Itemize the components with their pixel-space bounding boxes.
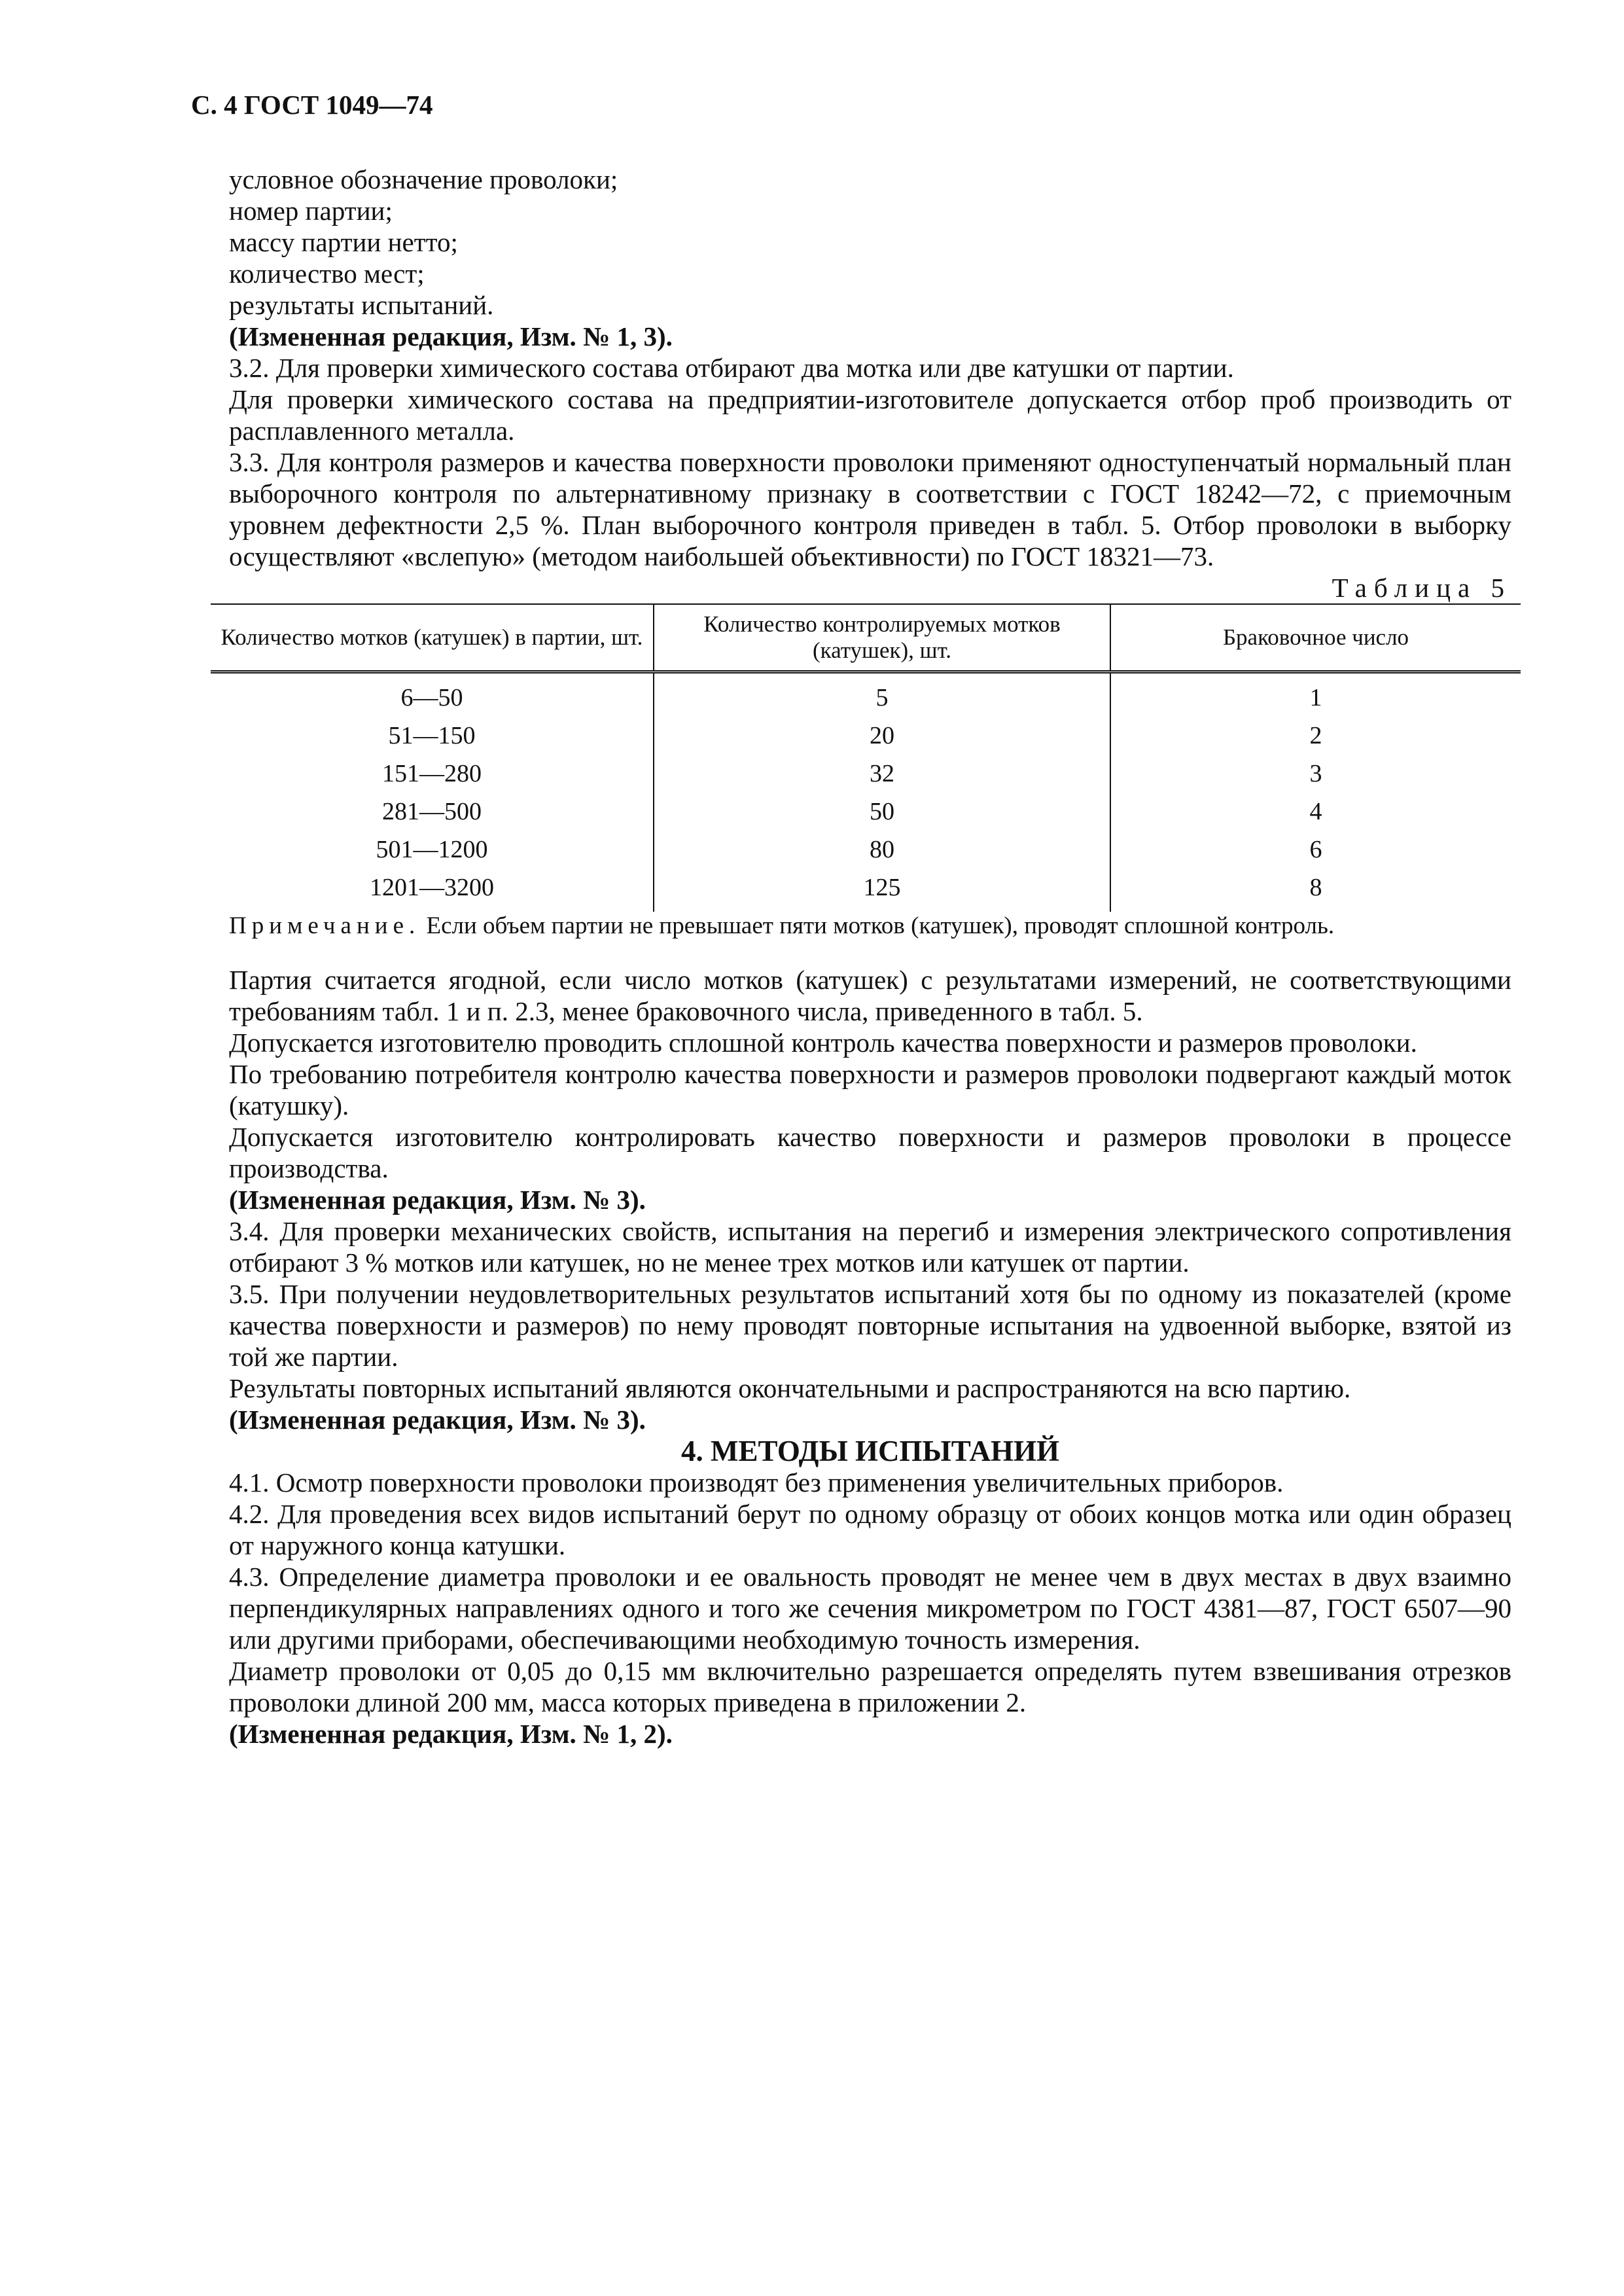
table-row <box>211 831 1521 869</box>
paragraph-repeat: Результаты повторных испытаний являются окончательными и распространяются на всю партию. <box>229 1373 1351 1403</box>
table-header-row <box>211 604 1521 672</box>
table-cell: 151—280 <box>382 760 482 787</box>
table-cell: 51—150 <box>388 722 476 749</box>
table-row <box>211 755 1521 793</box>
paragraph-allow-1: Допускается изготовителю проводить сплошной контроль качества поверхности и размеров проволоки. <box>229 1028 1417 1058</box>
table-caption: Таблица 5 <box>1332 573 1511 603</box>
document-body <box>221 164 1511 1749</box>
paragraph-party: Партия считается ягодной, если число мотков (катушек) с результатами измерений, не соответствующими требованиям табл. 1 и п. 2.3, менее браковочного числа, приведенного в табл. 5. <box>229 965 1511 1026</box>
table-cell: 1 <box>1110 672 1521 717</box>
table-cell: 6—50 <box>400 684 463 711</box>
table-cell: 50 <box>654 793 1110 831</box>
edition-note: (Измененная редакция, Изм. № 3). <box>229 1185 646 1215</box>
list-item: условное обозначение проволоки; <box>229 164 618 194</box>
column-header: Количество контролируемых мотков (катушек), шт. <box>654 604 1110 672</box>
edition-note: (Измененная редакция, Изм. № 1, 2). <box>229 1719 673 1749</box>
paragraph-4-2: 4.2. Для проведения всех видов испытаний берут по одному образцу от обоих концов мотка или один образец от наружного конца катушки. <box>229 1499 1511 1560</box>
table-cell: 6 <box>1110 831 1521 869</box>
list-item: номер партии; <box>229 196 393 226</box>
column-header: Количество мотков (катушек) в партии, шт. <box>211 604 654 672</box>
paragraph-allow-2: Допускается изготовителю контролировать качество поверхности и размеров проволоки в процессе производства. <box>229 1122 1511 1183</box>
table-cell: 20 <box>654 717 1110 755</box>
table-cell: 281—500 <box>382 798 482 825</box>
table-cell: 3 <box>1110 755 1521 793</box>
sampling-table <box>211 603 1521 912</box>
paragraph-3-5: 3.5. При получении неудовлетворительных результатов испытаний хотя бы по одному из показателей (кроме качества поверхности и размеров) по нему проводят повторные испытания на удвоенной выборке, взятой из той же партии. <box>229 1279 1511 1372</box>
paragraph-3-4: 3.4. Для проверки механических свойств, испытания на перегиб и измерения электрического сопротивления отбирают 3 % мотков или катушек, но не менее трех мотков или катушек от партии. <box>229 1216 1511 1278</box>
table-cell: 4 <box>1110 793 1521 831</box>
paragraph-3-2: 3.2. Для проверки химического состава отбирают два мотка или две катушки от партии. <box>229 353 1234 383</box>
table-cell: 2 <box>1110 717 1521 755</box>
note-label: Примечание. <box>229 912 421 939</box>
page-header: С. 4 ГОСТ 1049—74 <box>191 90 433 120</box>
table-cell: 8 <box>1110 869 1521 912</box>
paragraph-3-3: 3.3. Для контроля размеров и качества поверхности проволоки применяют одноступенчатый нормальный план выборочного контроля по альтернативному признаку в соответствии с ГОСТ 18242—72, с приемочным уровнем дефектности 2,5 %. План выборочного контроля приведен в табл. 5. Отбор проволоки в выборку осуществляют «вслепую» (методом наибольшей объективности) по ГОСТ 18321—73. <box>229 447 1511 571</box>
table-row <box>211 869 1521 912</box>
table-cell: 5 <box>654 672 1110 717</box>
list-item: массу партии нетто; <box>229 227 458 257</box>
paragraph-4-3: 4.3. Определение диаметра проволоки и ее овальность проводят не менее чем в двух местах в двух взаимно перпендикулярных направлениях одного и того же сечения микрометром по ГОСТ 4381—87, ГОСТ 6507—90 или другими приборами, обеспечивающими необходимую точность измерения. <box>229 1562 1511 1655</box>
table-cell: 125 <box>654 869 1110 912</box>
table-row <box>211 717 1521 755</box>
table-row <box>211 793 1521 831</box>
table-cell: 1201—3200 <box>370 874 494 901</box>
paragraph-3-2-b: Для проверки химического состава на предприятии-изготовителе допускается отбор проб производить от расплавленного металла. <box>229 384 1511 446</box>
list-item: количество мест; <box>229 259 425 289</box>
section-title: 4. МЕТОДЫ ИСПЫТАНИЙ <box>680 1435 1060 1467</box>
edition-note: (Измененная редакция, Изм. № 1, 3). <box>229 321 673 351</box>
table-row <box>211 672 1521 717</box>
table-cell: 501—1200 <box>376 836 488 863</box>
paragraph-4-1: 4.1. Осмотр поверхности проволоки производят без применения увеличительных приборов. <box>229 1467 1284 1498</box>
paragraph-4-3-b: Диаметр проволоки от 0,05 до 0,15 мм включительно разрешается определять путем взвешивания отрезков проволоки длиной 200 мм, масса которых приведена в приложении 2. <box>229 1656 1511 1717</box>
edition-note: (Измененная редакция, Изм. № 3). <box>229 1405 646 1435</box>
table-cell: 80 <box>654 831 1110 869</box>
note-text: Если объем партии не превышает пяти мотков (катушек), проводят сплошной контроль. <box>420 912 1335 939</box>
list-item: результаты испытаний. <box>229 290 494 320</box>
table-note <box>229 912 1511 941</box>
column-header: Браковочное число <box>1110 604 1521 672</box>
table-cell: 32 <box>654 755 1110 793</box>
paragraph-consumer: По требованию потребителя контролю качества поверхности и размеров проволоки подвергают каждый моток (катушку). <box>229 1059 1511 1121</box>
